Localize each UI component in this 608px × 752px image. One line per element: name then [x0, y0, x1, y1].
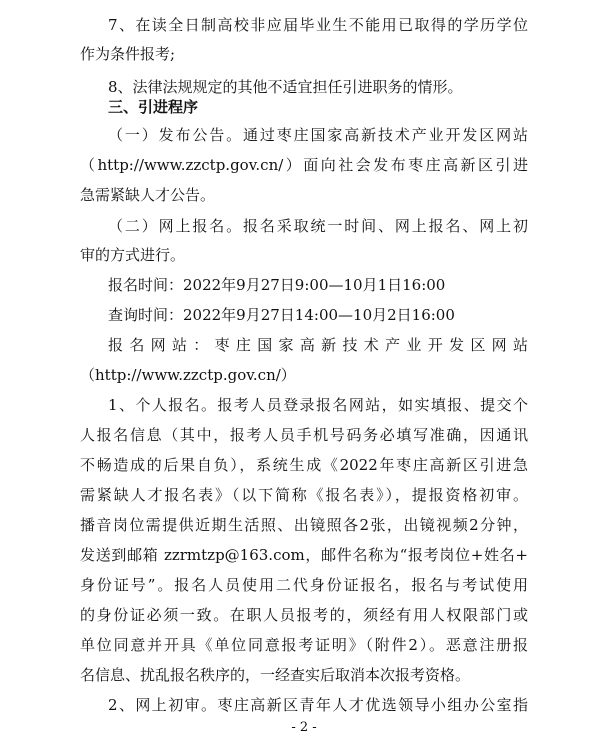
paragraph-line-3: 8、法律法规规定的其他不适宜担任引进职务的情形。: [108, 78, 463, 96]
paragraph-line-19: 发送到邮箱 zzrmtzp@163.com，邮件名称为“报考岗位+姓名+: [80, 546, 528, 564]
registration-time: 报名时间：2022年9月27日9:00—10月1日16:00: [108, 276, 446, 294]
query-time: 查询时间：2022年9月27日14:00—10月2日16:00: [108, 306, 455, 324]
paragraph-line-15: 人报名信息（其中，报考人员手机号码务必填写准确，因通讯: [80, 426, 528, 444]
paragraph-line-14: 1、个人报名。报考人员登录报名网站，如实填报、提交个: [108, 396, 528, 414]
paragraph-line-18: 播音岗位需提供近期生活照、出镜照各2张，出镜视频2分钟，: [80, 516, 528, 534]
paragraph-line-6: （http://www.zzctp.gov.cn/）面向社会发布枣庄高新区引进: [80, 156, 528, 174]
paragraph-line-23: 名信息、扰乱报名秩序的，一经查实后取消本次报考资格。: [80, 666, 471, 684]
paragraph-line-20: 身份证号”。报名人员使用二代身份证报名，报名与考试使用: [80, 576, 528, 594]
paragraph-line-16: 不畅造成的后果自负），系统生成《2022年枣庄高新区引进急: [80, 456, 528, 474]
paragraph-line-5: （一）发布公告。通过枣庄国家高新技术产业开发区网站: [108, 126, 528, 144]
website-url: （http://www.zzctp.gov.cn/）: [80, 366, 296, 384]
paragraph-line-17: 需紧缺人才报名表》（以下简称《报名表》），提报资格初审。: [80, 486, 528, 504]
paragraph-line-21: 的身份证必须一致。在职人员报考的，须经有用人权限部门或: [80, 606, 528, 624]
paragraph-line-9: 审的方式进行。: [80, 246, 186, 264]
paragraph-line-24: 2、网上初审。枣庄高新区青年人才优选领导小组办公室指: [108, 696, 528, 714]
section-heading: 三、引进程序: [108, 98, 199, 116]
paragraph-line-2: 作为条件报考;: [80, 45, 176, 63]
paragraph-line-22: 单位同意并开具《单位同意报考证明》（附件2）。恶意注册报: [80, 636, 528, 654]
paragraph-line-8: （二）网上报名。报名采取统一时间、网上报名、网上初: [108, 217, 528, 235]
paragraph-line-7: 急需紧缺人才公告。: [80, 186, 216, 204]
page-number: - 2 -: [291, 720, 317, 735]
registration-website: 报名网站：枣庄国家高新技术产业开发区网站: [108, 336, 528, 354]
paragraph-line-1: 7、在读全日制高校非应届毕业生不能用已取得的学历学位: [108, 16, 528, 34]
